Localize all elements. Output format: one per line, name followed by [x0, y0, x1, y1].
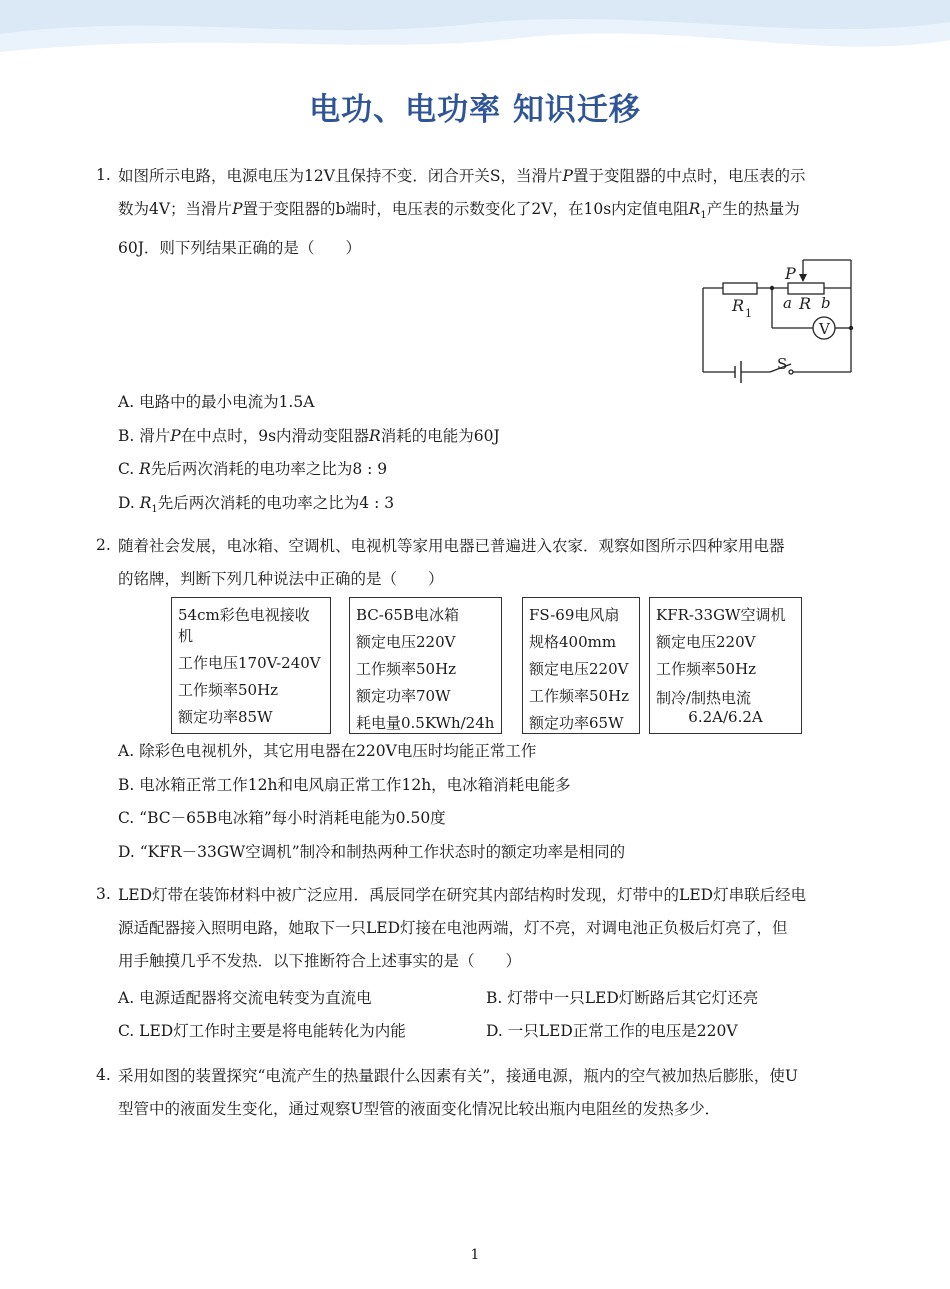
- q1-option-c[interactable]: C. R先后两次消耗的电功率之比为8 : 9: [118, 460, 388, 478]
- resistor-r1: [723, 283, 757, 294]
- question-text: 随着社会发展，电冰箱、空调机、电视机等家用电器已普遍进入农家．观察如图所示四种家用电器 的铭牌，判断下列几种说法中正确的是（ ）: [118, 537, 785, 588]
- label-b: b: [821, 294, 831, 312]
- q3-option-b[interactable]: B. 灯带中一只LED灯断路后其它灯还亮: [486, 989, 759, 1007]
- question-2: [96, 530, 856, 596]
- circuit-diagram: [695, 255, 860, 385]
- question-1: [96, 160, 856, 265]
- q2-option-b[interactable]: B. 电冰箱正常工作12h和电风扇正常工作12h，电冰箱消耗电能多: [118, 776, 571, 794]
- question-3: [96, 879, 856, 978]
- question-text: 如图所示电路，电源电压为12V且保持不变．闭合开关S，当滑片P置于变阻器的中点时，电压表的示 数为4V；当滑片P置于变阻器的b端时，电压表的示数变化了2V，在10s内定值电阻$R_1$产生的热量为 60J．则下列结果正确的是（ ）: [118, 167, 806, 258]
- q3-option-d[interactable]: D. 一只LED正常工作的电压是220V: [486, 1022, 738, 1040]
- label-r: R: [799, 294, 812, 313]
- q3-option-a[interactable]: A. 电源适配器将交流电转变为直流电: [118, 989, 372, 1007]
- q2-option-a[interactable]: A. 除彩色电视机外，其它用电器在220V电压时均能正常工作: [118, 742, 537, 760]
- label-r1-sub: 1: [745, 307, 752, 320]
- nameplate-fridge: BC-65B电冰箱 额定电压220V 工作频率50Hz 额定功率70W 耗电量0.5KWh/24h: [349, 597, 502, 734]
- q3-option-c[interactable]: C. LED灯工作时主要是将电能转化为内能: [118, 1022, 406, 1040]
- label-r1: R: [732, 296, 745, 315]
- label-s: S: [777, 355, 788, 373]
- question-number: 3.: [96, 885, 111, 903]
- q2-option-d[interactable]: D. “KFR－33GW空调机”制冷和制热两种工作状态时的额定功率是相同的: [118, 843, 626, 861]
- page-number: 1: [470, 1247, 480, 1263]
- question-4: [96, 1060, 856, 1126]
- q1-option-a[interactable]: A. 电路中的最小电流为1.5A: [118, 393, 315, 411]
- rheostat-r: [788, 283, 824, 294]
- q1-option-b[interactable]: B. 滑片P在中点时，9s内滑动变阻器R消耗的电能为60J: [118, 427, 500, 445]
- page-title: 电功、电功率 知识迁移: [309, 92, 641, 128]
- label-v: V: [819, 320, 830, 338]
- nameplate-fan: FS-69电风扇 规格400mm 额定电压220V 工作频率50Hz 额定功率65W: [522, 597, 640, 734]
- label-p: P: [785, 264, 796, 283]
- question-number: 4.: [96, 1066, 111, 1084]
- header-wave-decoration: [0, 0, 950, 70]
- label-a: a: [783, 294, 792, 312]
- question-number: 1.: [96, 166, 111, 184]
- question-text: 采用如图的装置探究“电流产生的热量跟什么因素有关”，接通电源，瓶内的空气被加热后膨胀，使U 型管中的液面发生变化，通过观察U型管的液面变化情况比较出瓶内电阻丝的发热多少．: [118, 1067, 798, 1118]
- q2-option-c[interactable]: C. “BC－65B电冰箱”每小时消耗电能为0.50度: [118, 809, 446, 827]
- question-text: LED灯带在装饰材料中被广泛应用．禹辰同学在研究其内部结构时发现，灯带中的LED灯串联后经电 源适配器接入照明电路，她取下一只LED灯接在电池两端，灯不亮，对调电池正负极后灯亮了，但 用手触摸几乎不发热．以下推断符合上述事实的是（ ）: [118, 886, 807, 970]
- question-number: 2.: [96, 536, 111, 554]
- q1-option-d[interactable]: D. $R_1$先后两次消耗的电功率之比为4 : 3: [118, 494, 395, 516]
- nameplate-ac: KFR-33GW空调机 额定电压220V 工作频率50Hz 制冷/制热电流 6.2A/6.2A: [649, 597, 802, 734]
- nameplate-tv: 54cm彩色电视接收 机 工作电压170V-240V 工作频率50Hz 额定功率85W: [171, 597, 331, 734]
- slider-arrow: [799, 274, 807, 282]
